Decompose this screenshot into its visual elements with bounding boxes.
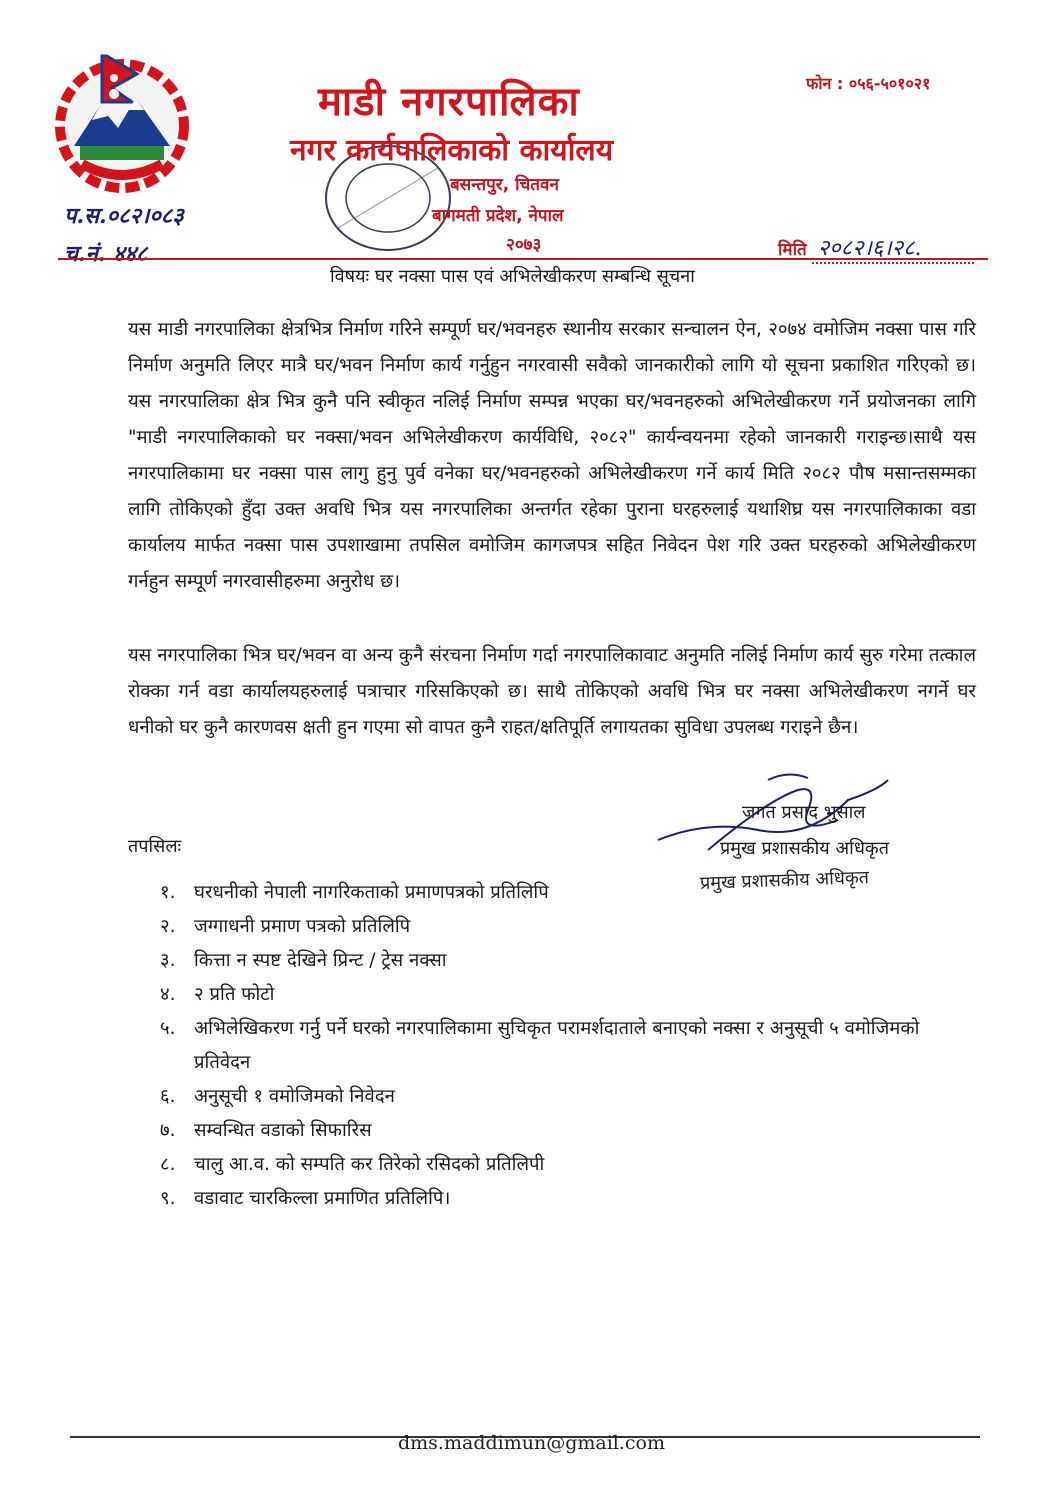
municipality-title: माडी नगरपालिका [318, 79, 580, 125]
address-line1: बसन्तपुर, चितवन [450, 175, 559, 195]
list-item: ९. वडावाट चारकिल्ला प्रमाणित प्रतिलिपि। [160, 1188, 451, 1209]
reference-number [64, 200, 184, 230]
body-paragraph-1: यस माडी नगरपालिका क्षेत्रभित्र निर्माण गरिने सम्पूर्ण घर/भवनहरु स्थानीय सरकार सन्चालन ऐन, २०७४ वमोजिम नक्सा पास गरि निर्माण अनुमति लिएर मात्रै घर/भवन निर्माण कार्य गर्नुहुन नगरवासी सवैको जानकारीको लागि यो सूचना प्रकाशित गरिएको छ। यस नगरपालिका क्षेत्र भित्र कुनै पनि स्वीकृत नलिई निर्माण सम्पन्न भएका घर/भवनहरुको अभिलेखीकरण गर्ने प्रयोजनका लागि "माडी नगरपालिकाको घर नक्सा/भवन अभिलेखीकरण कार्यविधि, २०८२" कार्यन्वयनमा रहेको जानकारी गराइन्छ।साथै यस नगरपालिकामा घर नक्सा पास लागु हुनु पुर्व वनेका घर/भवनहरुको अभिलेखीकरण गर्ने कार्य मिति २०८२ पौष मसान्तसम्मका लागि तोकिएको हुँदा उक्त अवधि भित्र यस नगरपालिका अन्तर्गत रहेका पुराना घरहरुलाई यथाशिघ्र यस नगरपालिकाका वडा कार्यालय मार्फत नक्सा पास उपशाखामा तपसिल वमोजिम कागजपत्र सहित निवेदन पेश गरि उक्त घरहरुको अभिलेखीकरण गर्नहुन सम्पूर्ण नगरवासीहरुमा अनुरोध छ। [128, 319, 976, 592]
body-paragraph-2: यस नगरपालिका भित्र घर/भवन वा अन्य कुनै संरचना निर्माण गर्दा नगरपालिकावाट अनुमति नलिई निर्माण कार्य सुरु गरेमा तत्काल रोक्का गर्न वडा कार्यालयहरुलाई पत्राचार गरिसकिएको छ। साथै तोकिएको अवधि भित्र घर नक्सा अभिलेखीकरण नगर्ने घर धनीको घर कुनै कारणवस क्षती हुन गएमा सो वापत कुनै राहत/क्षतिपूर्ति लगायतका सुविधा उपलब्ध गराइने छैन। [128, 645, 976, 738]
signatory-title: प्रमुख प्रशासकीय अधिकृत [720, 838, 889, 859]
dispatch-number-value: च.नं. ४४८ [64, 241, 148, 267]
list-item: ३. कित्ता न स्पष्ट देखिने प्रिन्ट / ट्रेस नक्सा [160, 950, 447, 971]
date-label: मिति [778, 240, 807, 260]
signatory-name: जगत प्रसाद भुसाल [742, 802, 866, 823]
list-item: ६. अनुसूची १ वमोजिमको निवेदन [160, 1086, 395, 1107]
dispatch-number [64, 238, 147, 268]
list-item: १. घरधनीको नेपाली नागरिकताको प्रमाणपत्रको प्रतिलिपि [160, 882, 549, 903]
list-item: ८. चालु आ.व. को सम्पति कर तिरेको रसिदको प्रतिलिपी [160, 1154, 545, 1175]
notice-subject: विषयः घर नक्सा पास एवं अभिलेखीकरण सम्बन्धि सूचना [330, 266, 695, 287]
date-value: २०८२।६।२८. [817, 236, 922, 261]
header-divider [58, 258, 988, 260]
annex-label: तपसिलः [128, 836, 182, 857]
established-year: २०७३ [506, 235, 542, 255]
list-item: २. जग्गाधनी प्रमाण पत्रको प्रतिलिपि [160, 916, 411, 937]
nepal-emblem-icon [52, 48, 192, 198]
address-line2: बागमती प्रदेश, नेपाल [432, 206, 564, 226]
reference-number-value: प.स.०८२।०८३ [64, 203, 184, 229]
list-item: ५. अभिलेखिकरण गर्नु पर्ने घरको नगरपालिकामा सुचिकृत परामर्शदाताले बनाएको नक्सा र अनुसूची ५ वमोजिमको प्रतिवेदन [160, 1018, 920, 1073]
document-list [160, 876, 980, 1216]
footer-email[interactable]: dms.maddimun@gmail.com [398, 1432, 666, 1454]
list-item: ७. सम्वन्धित वडाको सिफारिस [160, 1120, 372, 1141]
office-subtitle: नगर कार्यपालिकाको कार्यालय [290, 133, 614, 168]
list-item: ४. २ प्रति फोटो [160, 984, 275, 1005]
signatory-stamp: प्रमुख प्रशासकीय अधिकृत [699, 867, 870, 894]
phone-number: फोन : ०५६-५०१०२१ [806, 74, 931, 93]
